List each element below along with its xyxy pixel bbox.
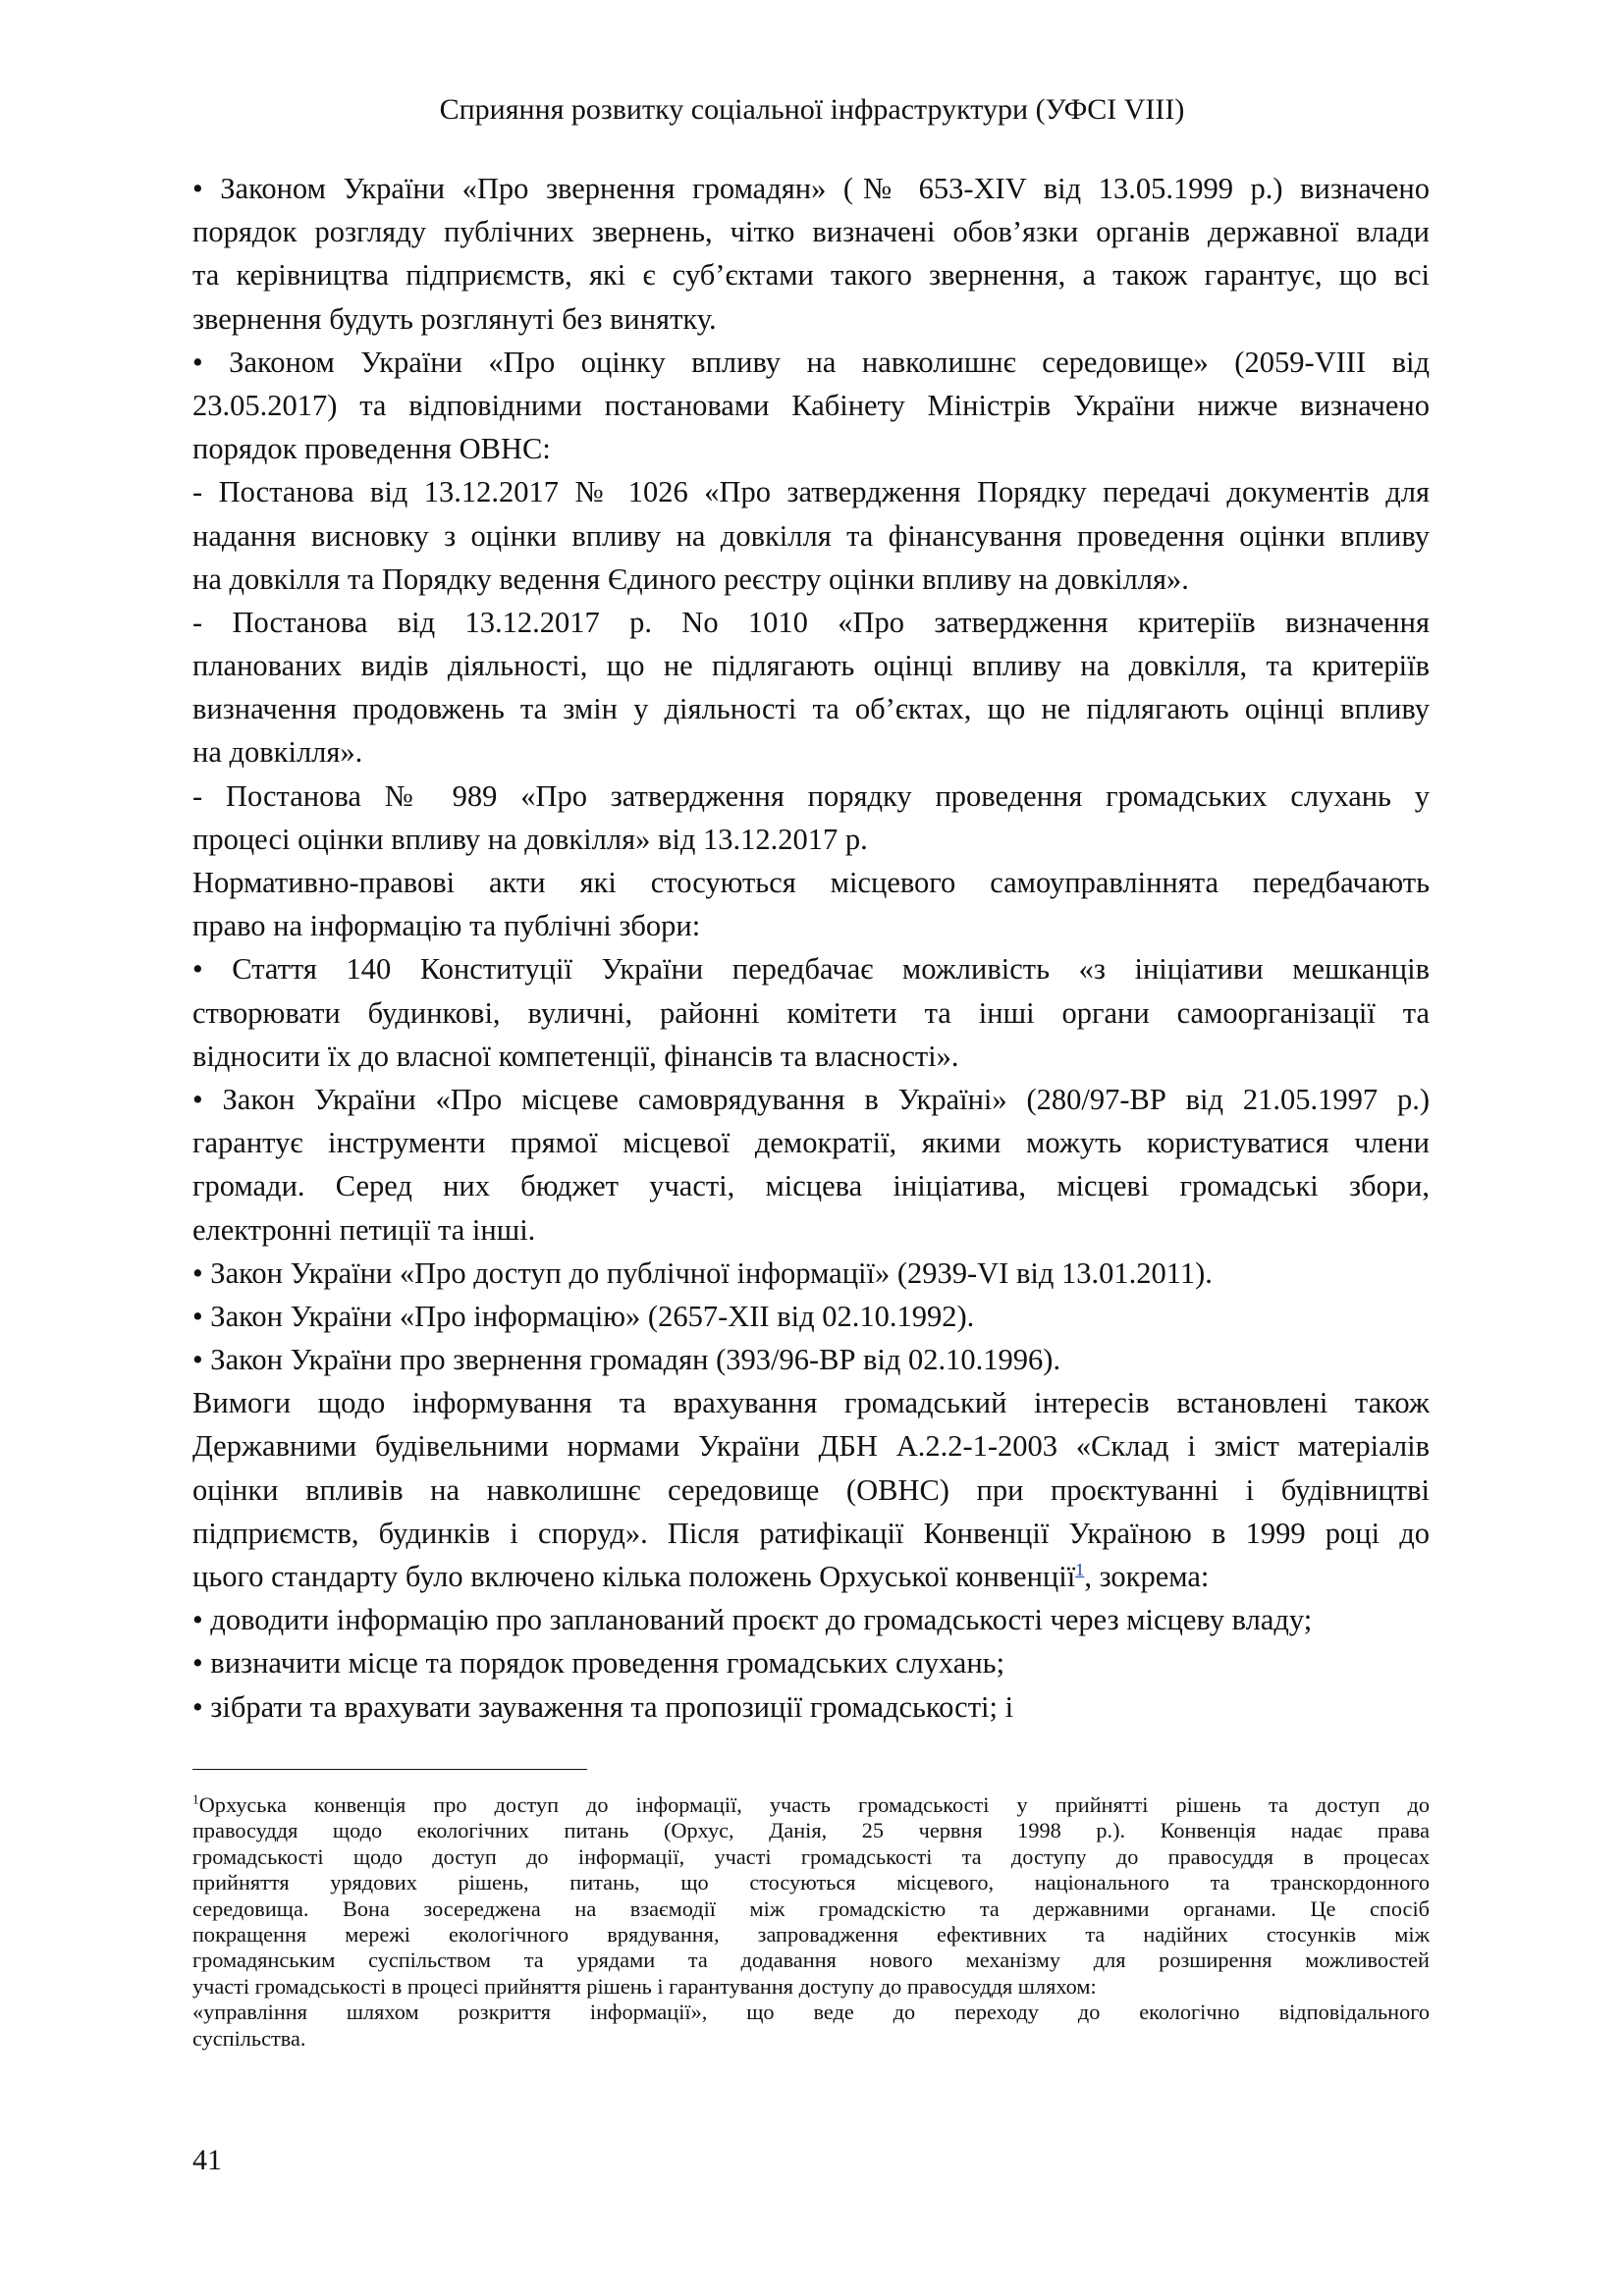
text-line: порядок проведення ОВНС:	[192, 432, 551, 466]
footnote-line: правосуддя щодо екологічних питань (Орхус, Данія, 25 червня 1998 р.). Конвенція надає права	[192, 1818, 1430, 1843]
text-line-with-footnote-ref	[192, 1555, 1430, 1598]
text-line: звернення будуть розглянуті без винятку.	[192, 301, 717, 336]
text-line: створювати будинкові, вуличні, районні комітети та інші органи самоорганізації та	[192, 995, 1430, 1030]
text-line: • визначити місце та порядок проведення громадських слухань;	[192, 1646, 1005, 1681]
footnote-line: громадянським суспільством та урядами та додавання нового механізму для розширення можливостей	[192, 1948, 1430, 1973]
text-line: оцінки впливів на навколишнє середовище (ОВНС) при проєктуванні і будівництві	[192, 1472, 1430, 1507]
text-line: відносити їх до власної компетенції, фінансів та власності».	[192, 1039, 959, 1073]
footnote-line	[192, 1792, 1430, 1818]
text-line: планованих видів діяльності, що не підлягають оцінці впливу на довкілля, та критеріїв	[192, 649, 1430, 683]
text-line: - Постанова від 13.12.2017 р. No 1010 «Про затвердження критеріїв визначення	[192, 605, 1430, 639]
text-line: - Постанова № 989 «Про затвердження порядку проведення громадських слухань у	[192, 778, 1430, 813]
page-number: 41	[192, 2144, 222, 2176]
text-line: надання висновку з оцінки впливу на довкілля та фінансування проведення оцінки впливу	[192, 518, 1430, 553]
text-line: • Стаття 140 Конституції України передбачає можливість «з ініціативи мешканців	[192, 952, 1430, 987]
text-line: на довкілля та Порядку ведення Єдиного реєстру оцінки впливу на довкілля».	[192, 561, 1189, 596]
text-line: громади. Серед них бюджет участі, місцева ініціатива, місцеві громадські збори,	[192, 1169, 1430, 1203]
text-fragment: , зокрема:	[1084, 1560, 1210, 1593]
text-line: процесі оцінки впливу на довкілля» від 13.12.2017 р.	[192, 822, 868, 856]
footnote-line: покращення мережі екологічного врядування, запровадження ефективних та надійних стосунків між	[192, 1921, 1430, 1947]
text-line: • Закон України «Про місцеве самоврядування в Україні» (280/97-ВР від 21.05.1997 р.)	[192, 1082, 1430, 1116]
text-line: Вимоги щодо інформування та врахування громадський інтересів встановлені також	[192, 1386, 1430, 1420]
text-line: на довкілля».	[192, 735, 363, 770]
text-line: Державними будівельними нормами України ДБН А.2.2-1-2003 «Склад і зміст матеріалів	[192, 1429, 1430, 1464]
footnote-line: «управління шляхом розкриття інформації», що веде до переходу до екологічно відповідального	[192, 2000, 1430, 2025]
footnote-ref-link[interactable]: 1	[1075, 1559, 1085, 1579]
text-line: • Закон України «Про доступ до публічної інформації» (2939-VI від 13.01.2011).	[192, 1255, 1213, 1290]
running-header: Сприяння розвитку соціальної інфраструктури (УФСІ VIII)	[439, 93, 1185, 126]
footnote-line: суспільства.	[192, 2025, 306, 2051]
text-fragment: цього стандарту було включено кілька положень Орхуської конвенції	[192, 1560, 1076, 1593]
footnote-line: участі громадськості в процесі прийняття рішень і гарантування доступу до правосуддя шляхом:	[192, 1973, 1097, 1999]
text-line: • зібрати та врахувати зауваження та пропозиції громадськості; і	[192, 1689, 1014, 1724]
footnote	[192, 1792, 1430, 2052]
text-line: • Законом України «Про звернення громадян» (№ 653-XIV від 13.05.1999 р.) визначено	[192, 172, 1430, 205]
text-line: електронні петиції та інші.	[192, 1212, 536, 1247]
text-line: • доводити інформацію про запланований проєкт до громадськості через місцеву владу;	[192, 1603, 1313, 1637]
footnote-line: прийняття урядових рішень, питань, що стосуються місцевого, національного та транскордонного	[192, 1870, 1430, 1896]
footnote-mark: 1	[192, 1791, 199, 1807]
text-line: 23.05.2017) та відповідними постановами Кабінету Міністрів України нижче визначено	[192, 388, 1430, 422]
text-line: • Законом України «Про оцінку впливу на навколишнє середовище» (2059-VIII від	[192, 345, 1430, 379]
footnote-line: середовища. Вона зосереджена на взаємодії між громадскістю та державними органами. Це спосіб	[192, 1896, 1430, 1921]
text-line: підприємств, будинків і споруд». Після ратифікації Конвенції Україною в 1999 році до	[192, 1516, 1430, 1550]
text-line: гарантує інструменти прямої місцевої демократії, якими можуть користуватися члени	[192, 1126, 1430, 1160]
footnote-line: громадськості щодо доступ до інформації, участі громадськості та доступу до правосуддя в процесах	[192, 1843, 1430, 1869]
text-fragment: Орхуська конвенція про доступ до інформації, участь громадськості у прийнятті рішень та доступ до	[198, 1792, 1430, 1817]
main-text	[192, 167, 1430, 1729]
footnote-separator	[192, 1769, 587, 1770]
text-line: • Закон України про звернення громадян (393/96-ВР від 02.10.1996).	[192, 1343, 1061, 1377]
text-line: визначення продовжень та змін у діяльності та об’єктах, що не підлягають оцінці впливу	[192, 692, 1430, 726]
text-line: порядок розгляду публічних звернень, чітко визначені обов’язки органів державної влади	[192, 215, 1430, 249]
text-line: право на інформацію та публічні збори:	[192, 909, 701, 943]
text-line: - Постанова від 13.12.2017 № 1026 «Про затвердження Порядку передачі документів для	[192, 475, 1430, 509]
text-line: та керівництва підприємств, які є суб’єктами такого звернення, а також гарантує, що всі	[192, 258, 1430, 293]
text-line: • Закон України «Про інформацію» (2657-XII від 02.10.1992).	[192, 1299, 975, 1333]
text-line: Нормативно-правові акти які стосуються місцевого самоуправліннята передбачають	[192, 866, 1430, 899]
